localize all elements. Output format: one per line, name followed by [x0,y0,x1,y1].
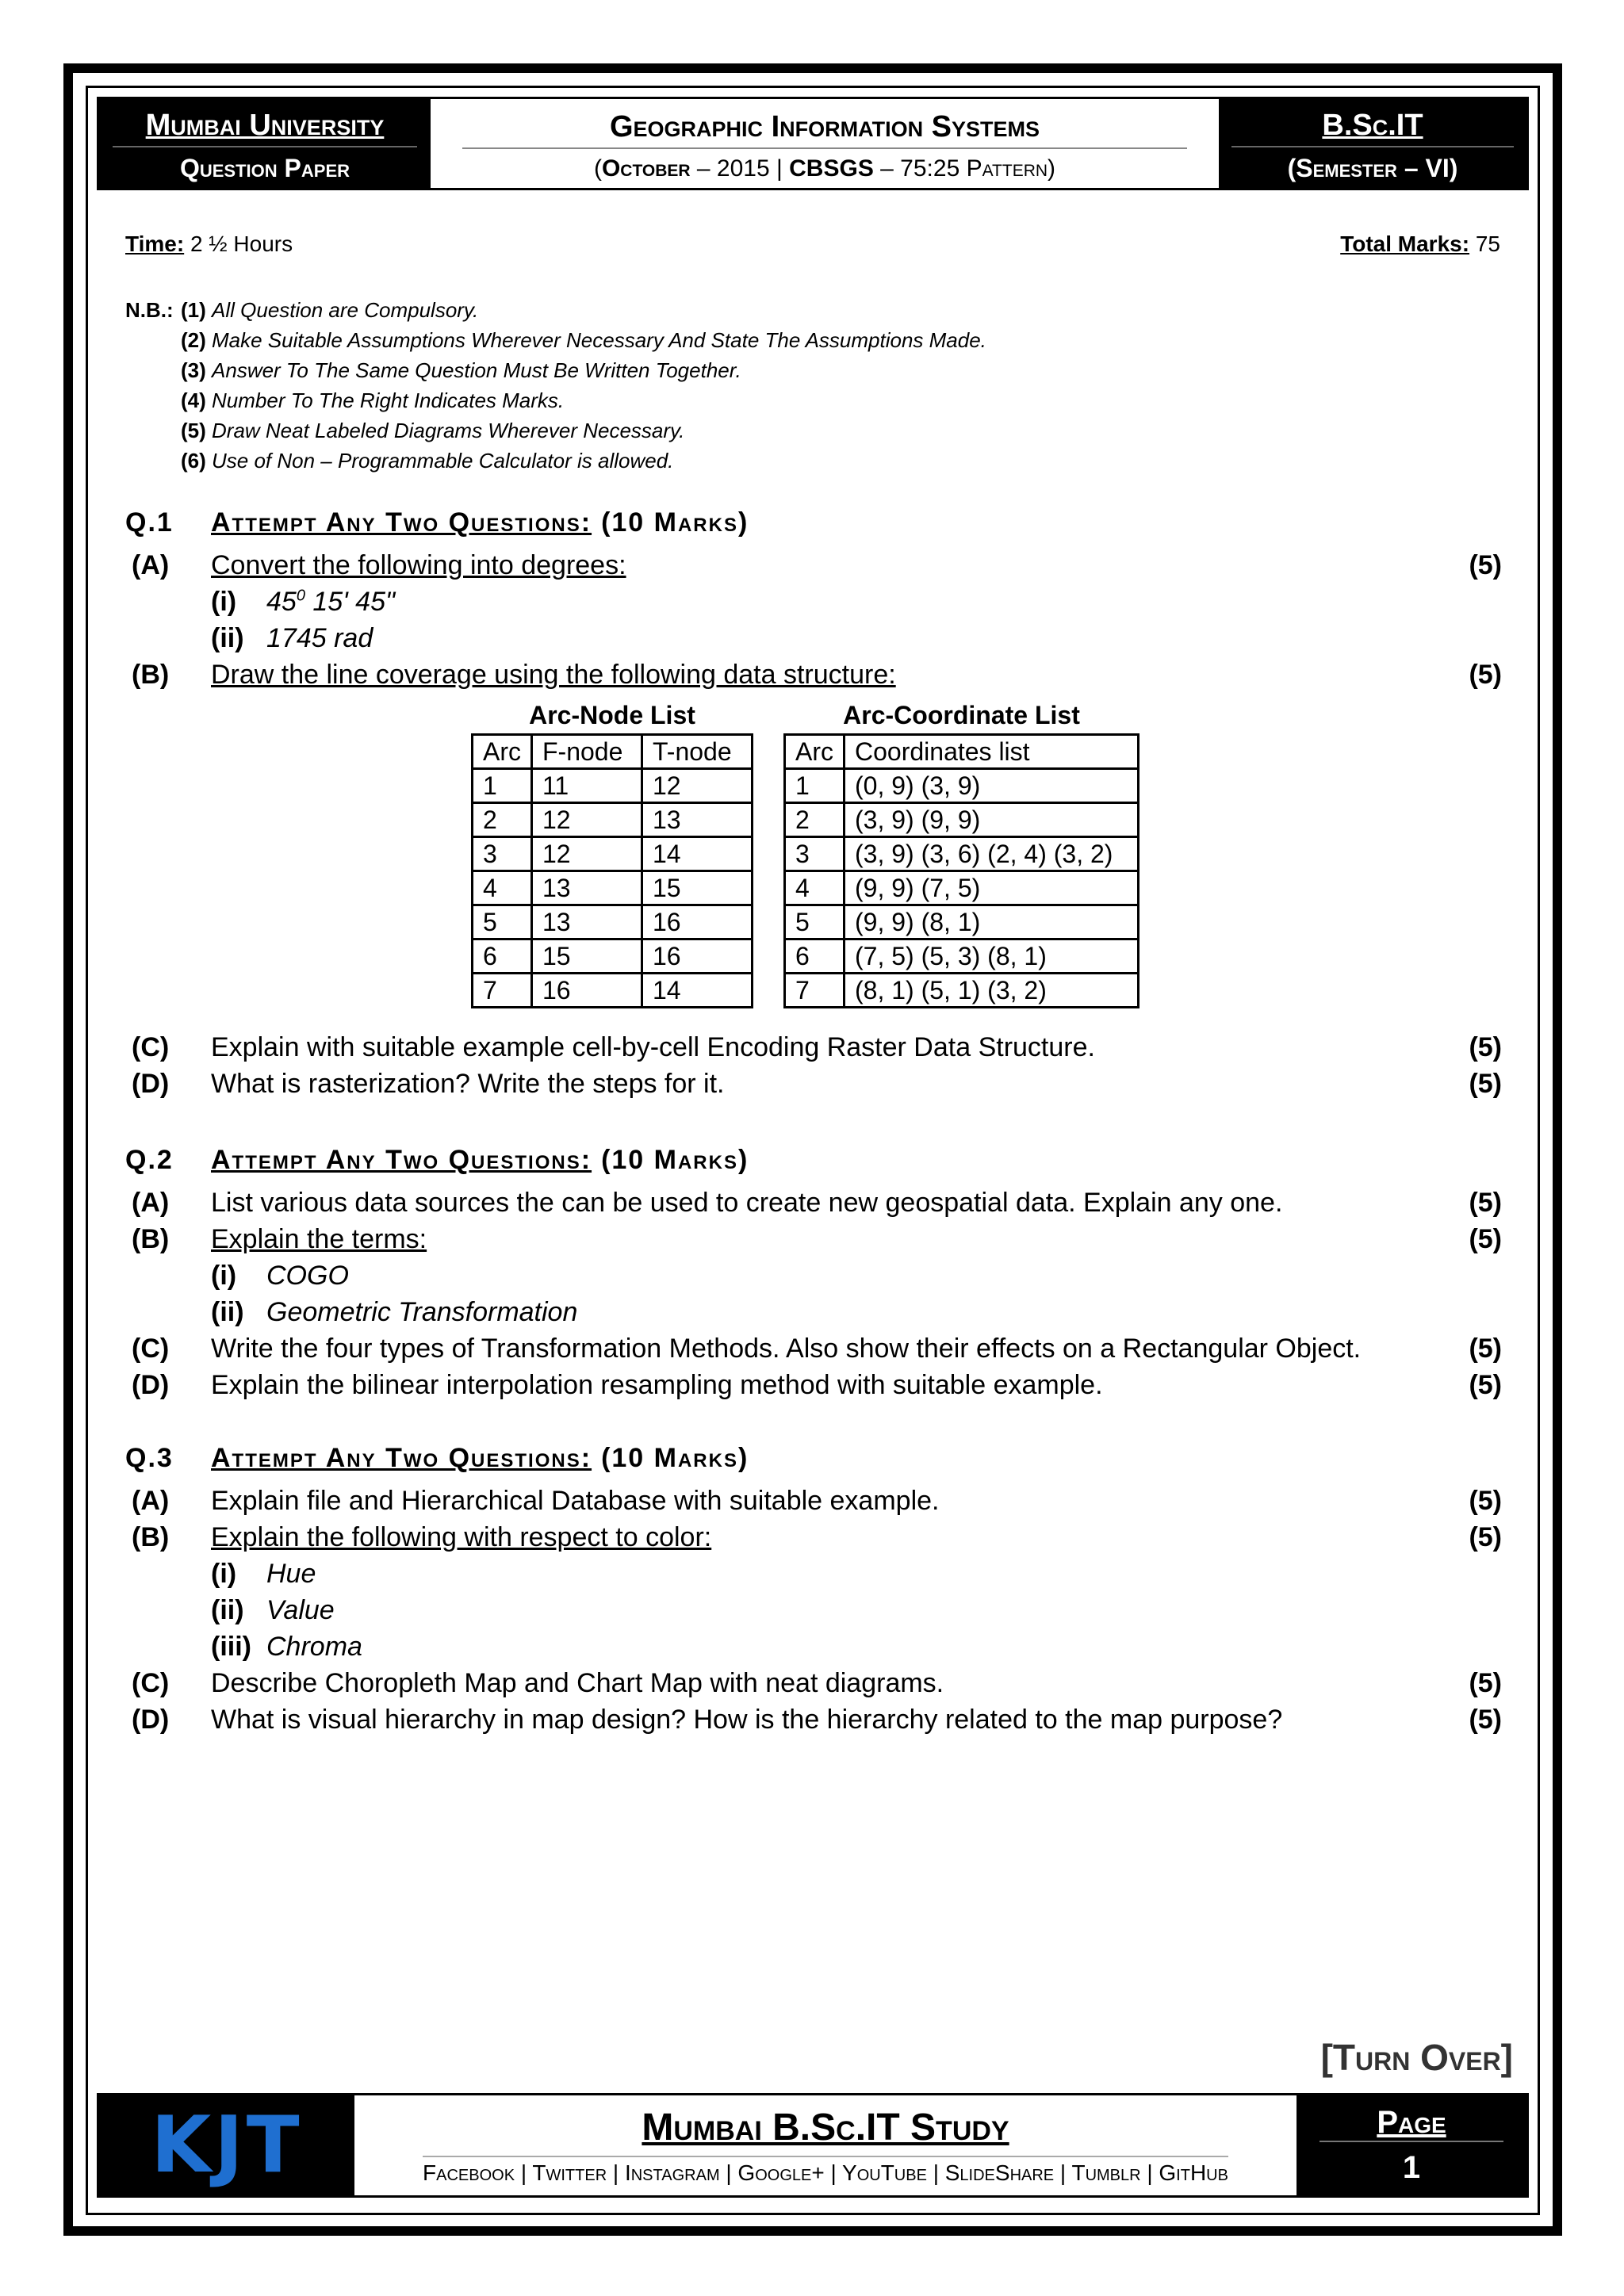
sub-text: Geometric Transformation [266,1297,578,1327]
question-number: Q.3 [125,1443,174,1473]
part-marks: (5) [1469,1032,1502,1062]
part-text: Write the four types of Transformation Methods. Also show their effects on a Rectangular Object. [211,1334,1362,1364]
turn-over-label: [Turn Over] [1320,2037,1513,2078]
part-text: What is rasterization? Write the steps for it. [211,1069,725,1099]
part-text: Explain file and Hierarchical Database with suitable example. [211,1486,940,1516]
part-marks: (5) [1469,1188,1502,1218]
instruction-num: (5) [181,419,206,442]
question-1-continued [125,1032,1502,1105]
part-marks: (5) [1469,1486,1502,1516]
total-marks-value: 75 [1475,232,1500,256]
part-marks: (5) [1469,1069,1502,1099]
part-marks: (5) [1469,1334,1502,1364]
sub-text: Chroma [266,1632,362,1662]
page-number: 1 [1402,2150,1421,2185]
part-text: Explain the bilinear interpolation resampling method with suitable example. [211,1370,1103,1400]
instruction-text: Answer To The Same Question Must Be Written Together. [212,358,741,382]
table-row: 6 (7, 5) (5, 3) (8, 1) [785,939,1139,974]
sub-label: (i) [211,1261,237,1291]
part-text: Draw the line coverage using the following data structure: [211,660,896,690]
table-header: F-node [532,735,642,769]
question-marks: (10 Marks) [601,1443,749,1473]
header-subject [431,99,1219,188]
table-header: T-node [642,735,753,769]
sub-label: (iii) [211,1632,251,1662]
page-label: Page [1377,2105,1446,2140]
table-row: 4 13 15 [473,871,753,905]
part-text: What is visual hierarchy in map design? How is the hierarchy related to the map purpose? [211,1705,1283,1735]
table-row: 5 (9, 9) (8, 1) [785,905,1139,939]
part-label: (C) [132,1668,170,1698]
table-row: 7 (8, 1) (5, 1) (3, 2) [785,974,1139,1008]
sub-text: Value [266,1595,335,1625]
header-course [1219,99,1526,188]
part-label: (D) [132,1370,170,1400]
part-label: (D) [132,1069,170,1099]
part-text: List various data sources the can be used to create new geospatial data. Explain any one. [211,1188,1283,1218]
total-marks-label: Total Marks: [1340,232,1470,256]
part-marks: (5) [1469,1668,1502,1698]
part-text: Explain the terms: [211,1224,427,1254]
part-marks: (5) [1469,1224,1502,1254]
question-heading: Attempt Any Two Questions: [211,1145,592,1175]
sub-text: COGO [266,1261,349,1291]
semester: (Semester – VI) [1287,154,1458,182]
instruction-text: Number To The Right Indicates Marks. [212,388,565,412]
sub-text: Hue [266,1559,316,1589]
time-value: 2 ½ Hours [190,232,293,256]
arc-node-table [471,733,753,1008]
instruction-num: (3) [181,358,206,382]
time-info [125,232,293,257]
arc-node-caption: Arc-Node List [529,701,695,729]
instruction-text: All Question are Compulsory. [212,298,479,322]
footer-title: Mumbai B.Sc.IT Study [642,2106,1009,2149]
instruction-text: Draw Neat Labeled Diagrams Wherever Necessary. [212,419,685,442]
instruction-text: Make Suitable Assumptions Wherever Necessary And State The Assumptions Made. [212,328,986,352]
part-text: Describe Choropleth Map and Chart Map with neat diagrams. [211,1668,944,1698]
question-2 [125,1145,1502,1406]
table-row: 1 (0, 9) (3, 9) [785,769,1139,803]
question-marks: (10 Marks) [601,1145,749,1175]
part-marks: (5) [1469,1522,1502,1552]
instruction-text: Use of Non – Programmable Calculator is allowed. [212,449,674,473]
question-3 [125,1443,1502,1741]
question-number: Q.2 [125,1145,174,1175]
part-label: (A) [132,1188,170,1218]
question-1 [125,507,1502,696]
question-heading: Attempt Any Two Questions: [211,1443,592,1473]
table-row: 1 11 12 [473,769,753,803]
part-label: (B) [132,1522,170,1552]
sub-text: 1745 rad [266,623,373,653]
part-text: Explain with suitable example cell-by-cell Encoding Raster Data Structure. [211,1032,1095,1062]
header-university [99,99,431,188]
table-header: Coordinates list [845,735,1139,769]
exam-session: (October – 2015 | CBSGS – 75:25 Pattern) [593,155,1056,182]
instruction-num: (6) [181,449,206,473]
table-row: 3 (3, 9) (3, 6) (2, 4) (3, 2) [785,837,1139,871]
sub-text: $45^0$ 15' 45" [266,587,396,617]
part-label: (A) [132,550,170,580]
kjt-logo [99,2095,354,2195]
table-row: 3 12 14 [473,837,753,871]
table-row: 7 16 14 [473,974,753,1008]
part-marks: (5) [1469,550,1502,580]
sub-label: (i) [211,587,237,617]
instruction-num: (2) [181,328,206,352]
subject-title: Geographic Information Systems [609,109,1040,144]
page-footer [97,2093,1529,2198]
sub-label: (ii) [211,1595,244,1625]
footer-center [354,2095,1297,2195]
part-label: (A) [132,1486,170,1516]
marks-info [1340,232,1500,257]
part-label: (C) [132,1032,170,1062]
exam-month: October [601,155,691,182]
paper-type: Question Paper [179,154,350,182]
nb-label: N.B.: [125,298,174,322]
time-label: Time: [125,232,185,256]
university-name: Mumbai University [145,109,385,142]
part-marks: (5) [1469,1705,1502,1735]
part-label: (D) [132,1705,170,1735]
logo-text: KJT [151,2100,303,2191]
course-name: B.Sc.IT [1322,109,1423,142]
table-header: Arc [785,735,845,769]
question-heading: Attempt Any Two Questions: [211,507,592,538]
exam-scheme: CBSGS [789,155,874,182]
part-marks: (5) [1469,1370,1502,1400]
arc-coordinate-caption: Arc-Coordinate List [843,701,1080,729]
social-links: Facebook | Twitter | Instagram | Google+ | YouTube | SlideShare | Tumblr | GitHub [423,2156,1228,2186]
sub-label: (ii) [211,623,244,653]
paper-header [97,97,1529,190]
part-text: Convert the following into degrees: [211,550,626,580]
part-marks: (5) [1469,660,1502,690]
question-marks: (10 Marks) [601,507,749,538]
instruction-num: (4) [181,388,206,412]
table-row: 2 12 13 [473,803,753,837]
table-row: 2 (3, 9) (9, 9) [785,803,1139,837]
table-row: 6 15 16 [473,939,753,974]
exam-year: – 2015 | [690,155,790,182]
exam-pattern: – 75:25 Pattern [873,155,1048,182]
table-row: 4 (9, 9) (7, 5) [785,871,1139,905]
part-label: (C) [132,1334,170,1364]
question-number: Q.1 [125,507,174,538]
arc-coordinate-table [783,733,1139,1008]
table-header: Arc [473,735,532,769]
sub-label: (ii) [211,1297,244,1327]
instruction-num: (1) [181,298,206,322]
part-text: Explain the following with respect to color: [211,1522,712,1552]
page-indicator [1297,2095,1526,2195]
part-label: (B) [132,660,170,690]
data-structure-tables [471,701,1139,1008]
table-row: 5 13 16 [473,905,753,939]
part-label: (B) [132,1224,170,1254]
instructions [125,295,986,476]
sub-label: (i) [211,1559,237,1589]
